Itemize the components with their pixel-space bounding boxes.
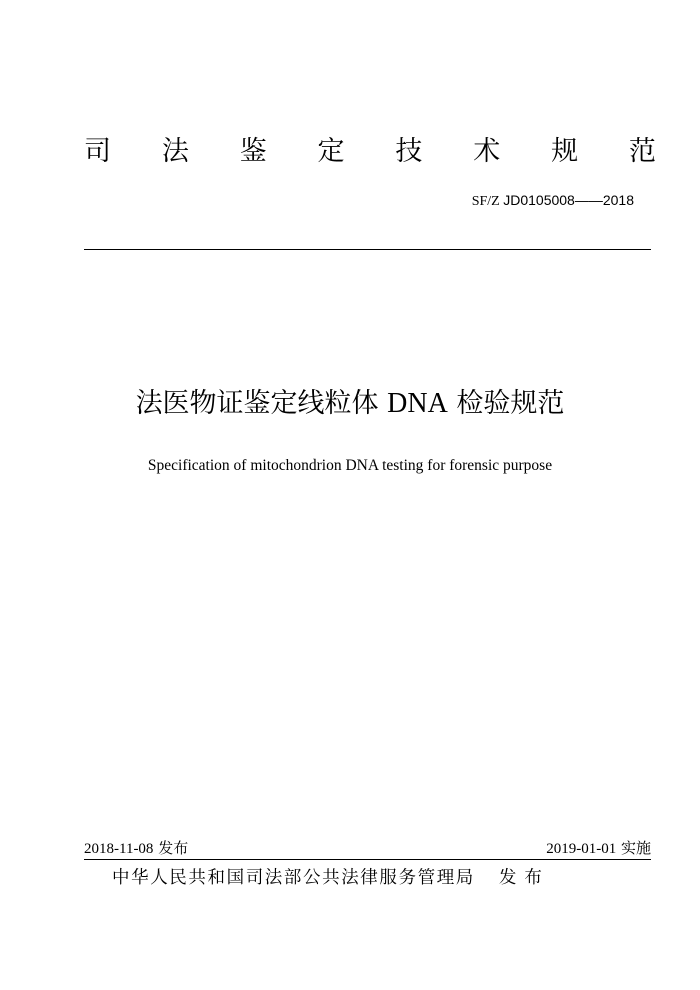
- standard-prefix: SF/Z: [471, 194, 504, 209]
- series-title-char: 定: [317, 136, 345, 167]
- title-cn-part2: 检验规范: [456, 388, 565, 419]
- effective-date-block: [546, 838, 651, 859]
- issue-label: 发布: [158, 839, 189, 857]
- effective-label: 实施: [620, 839, 651, 857]
- series-title: [84, 136, 656, 168]
- series-title-char: 范: [628, 136, 656, 167]
- issue-date: 2018-11-08: [84, 841, 154, 857]
- series-title-char: 司: [84, 136, 111, 167]
- series-title-char: 规: [551, 136, 579, 167]
- standard-code: JD0105008——2018: [503, 192, 634, 208]
- document-title: [0, 386, 700, 422]
- header-divider: [84, 249, 651, 250]
- issue-date-block: [84, 838, 188, 859]
- series-title-char: 法: [161, 136, 189, 167]
- series-title-char: 鉴: [239, 136, 267, 167]
- footer-divider: [84, 859, 651, 860]
- date-row: [84, 838, 651, 859]
- publisher-line: [112, 866, 612, 890]
- standard-number: [472, 191, 634, 211]
- series-title-char: 术: [473, 136, 501, 167]
- title-cn-dna: DNA: [387, 388, 448, 419]
- publisher-name: 中华人民共和国司法部公共法律服务管理局: [112, 868, 475, 888]
- publisher-issued-label: 发布: [498, 868, 550, 888]
- effective-date: 2019-01-01: [546, 841, 617, 857]
- series-title-char: 技: [395, 136, 423, 167]
- title-cn-part1: 法医物证鉴定线粒体: [135, 388, 379, 419]
- english-title: Specification of mitochondrion DNA testing for forensic purpose: [147, 457, 553, 474]
